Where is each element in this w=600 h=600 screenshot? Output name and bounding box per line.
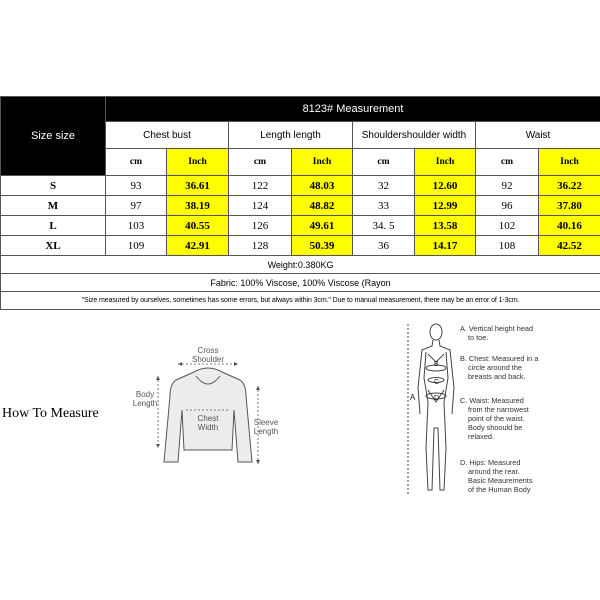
cell: 42.52: [539, 236, 600, 256]
size-label: S: [1, 176, 106, 196]
cell: 108: [476, 236, 539, 256]
cell: 12.60: [415, 176, 476, 196]
cell: 38.19: [167, 196, 229, 216]
cell: 40.16: [539, 216, 600, 236]
cell: 97: [106, 196, 167, 216]
label-line: Chest: [197, 414, 219, 423]
size-label: M: [1, 196, 106, 216]
cell: 36: [353, 236, 415, 256]
garment-diagram: [128, 340, 288, 480]
unit-inch: Inch: [292, 149, 353, 176]
cell: 12.99: [415, 196, 476, 216]
cell: 37.80: [539, 196, 600, 216]
unit-cm: cm: [229, 149, 292, 176]
cell: 42.91: [167, 236, 229, 256]
col-shoulder-width: Shouldershoulder width: [353, 122, 476, 149]
note-line: from the narrowest: [468, 405, 529, 414]
table-row: [1, 196, 600, 216]
note-line: circle around the: [468, 363, 522, 372]
body-length-label: [130, 390, 160, 408]
note-a: [460, 324, 533, 342]
col-waist: Waist: [476, 122, 600, 149]
note-line: of the Human Body: [468, 485, 531, 494]
how-to-measure-label: How To Measure: [2, 406, 99, 421]
note-line: C. Waist: Measured: [460, 396, 524, 405]
note-line: A. Vertical height head: [460, 324, 534, 333]
label-line: Length: [132, 399, 158, 408]
chest-width-label: [190, 414, 226, 432]
note-line: point of the waist.: [468, 414, 525, 423]
letter-a: A: [410, 393, 416, 402]
note-line: to toe.: [468, 333, 489, 342]
unit-cm: cm: [106, 149, 167, 176]
col-chest-bust: Chest bust: [106, 122, 229, 149]
cell: 96: [476, 196, 539, 216]
cell: 128: [229, 236, 292, 256]
cell: 48.82: [292, 196, 353, 216]
cell: 36.61: [167, 176, 229, 196]
letter-c: C: [434, 379, 440, 386]
note-line: around the rear.: [468, 467, 520, 476]
label-line: Shoulder: [191, 355, 225, 364]
table-row: [1, 176, 600, 196]
col-length: Length length: [229, 122, 353, 149]
cell: 40.55: [167, 216, 229, 236]
human-body-icon: [398, 318, 458, 506]
cell: 13.58: [415, 216, 476, 236]
cell: 36.22: [539, 176, 600, 196]
letter-d: D: [434, 395, 440, 402]
note-d: [460, 458, 532, 494]
cell: 49.61: [292, 216, 353, 236]
size-label: XL: [1, 236, 106, 256]
cell: 109: [106, 236, 167, 256]
label-line: Width: [197, 423, 219, 432]
note-b: [460, 354, 538, 381]
note-c: [460, 396, 529, 441]
cell: 34. 5: [353, 216, 415, 236]
size-header: Size size: [1, 97, 106, 176]
unit-inch: Inch: [167, 149, 229, 176]
fabric-note: Fabric: 100% Viscose, 100% Viscose (Rayon: [1, 274, 600, 292]
label-line: Length: [253, 427, 279, 436]
cell: 48.03: [292, 176, 353, 196]
label-line: Sleeve: [253, 418, 279, 427]
sleeve-length-label: [246, 418, 286, 436]
unit-inch: Inch: [415, 149, 476, 176]
size-label: L: [1, 216, 106, 236]
note-line: breasts and back.: [468, 372, 526, 381]
cross-shoulder-label: [186, 346, 230, 364]
table-title: 8123# Measurement: [106, 97, 600, 122]
size-chart: [0, 96, 600, 310]
cell: 93: [106, 176, 167, 196]
cell: 14.17: [415, 236, 476, 256]
cell: 122: [229, 176, 292, 196]
cell: 126: [229, 216, 292, 236]
letter-b: B: [434, 361, 439, 368]
table-row: [1, 216, 600, 236]
cell: 32: [353, 176, 415, 196]
cell: 103: [106, 216, 167, 236]
cell: 33: [353, 196, 415, 216]
note-line: Basic Meaurements: [468, 476, 533, 485]
note-line: B. Chest: Measured in a: [460, 354, 539, 363]
unit-cm: cm: [353, 149, 415, 176]
measurement-disclaimer: "Size measured by ourselves, sometimes has some errors, but always within 3cm." Due to manual measurement, there may be an error of 1-3cm.: [1, 292, 600, 310]
table-row: [1, 236, 600, 256]
unit-cm: cm: [476, 149, 539, 176]
note-line: D. Hips: Measured: [460, 458, 521, 467]
weight-note: Weight:0.380KG: [1, 256, 600, 274]
note-line: relaxed.: [468, 432, 494, 441]
note-line: Body shoould be: [468, 423, 523, 432]
cell: 102: [476, 216, 539, 236]
label-line: Cross: [197, 346, 219, 355]
cell: 124: [229, 196, 292, 216]
cell: 50.39: [292, 236, 353, 256]
unit-inch: Inch: [539, 149, 600, 176]
label-line: Body: [135, 390, 155, 399]
cell: 92: [476, 176, 539, 196]
body-diagram: [398, 318, 568, 506]
